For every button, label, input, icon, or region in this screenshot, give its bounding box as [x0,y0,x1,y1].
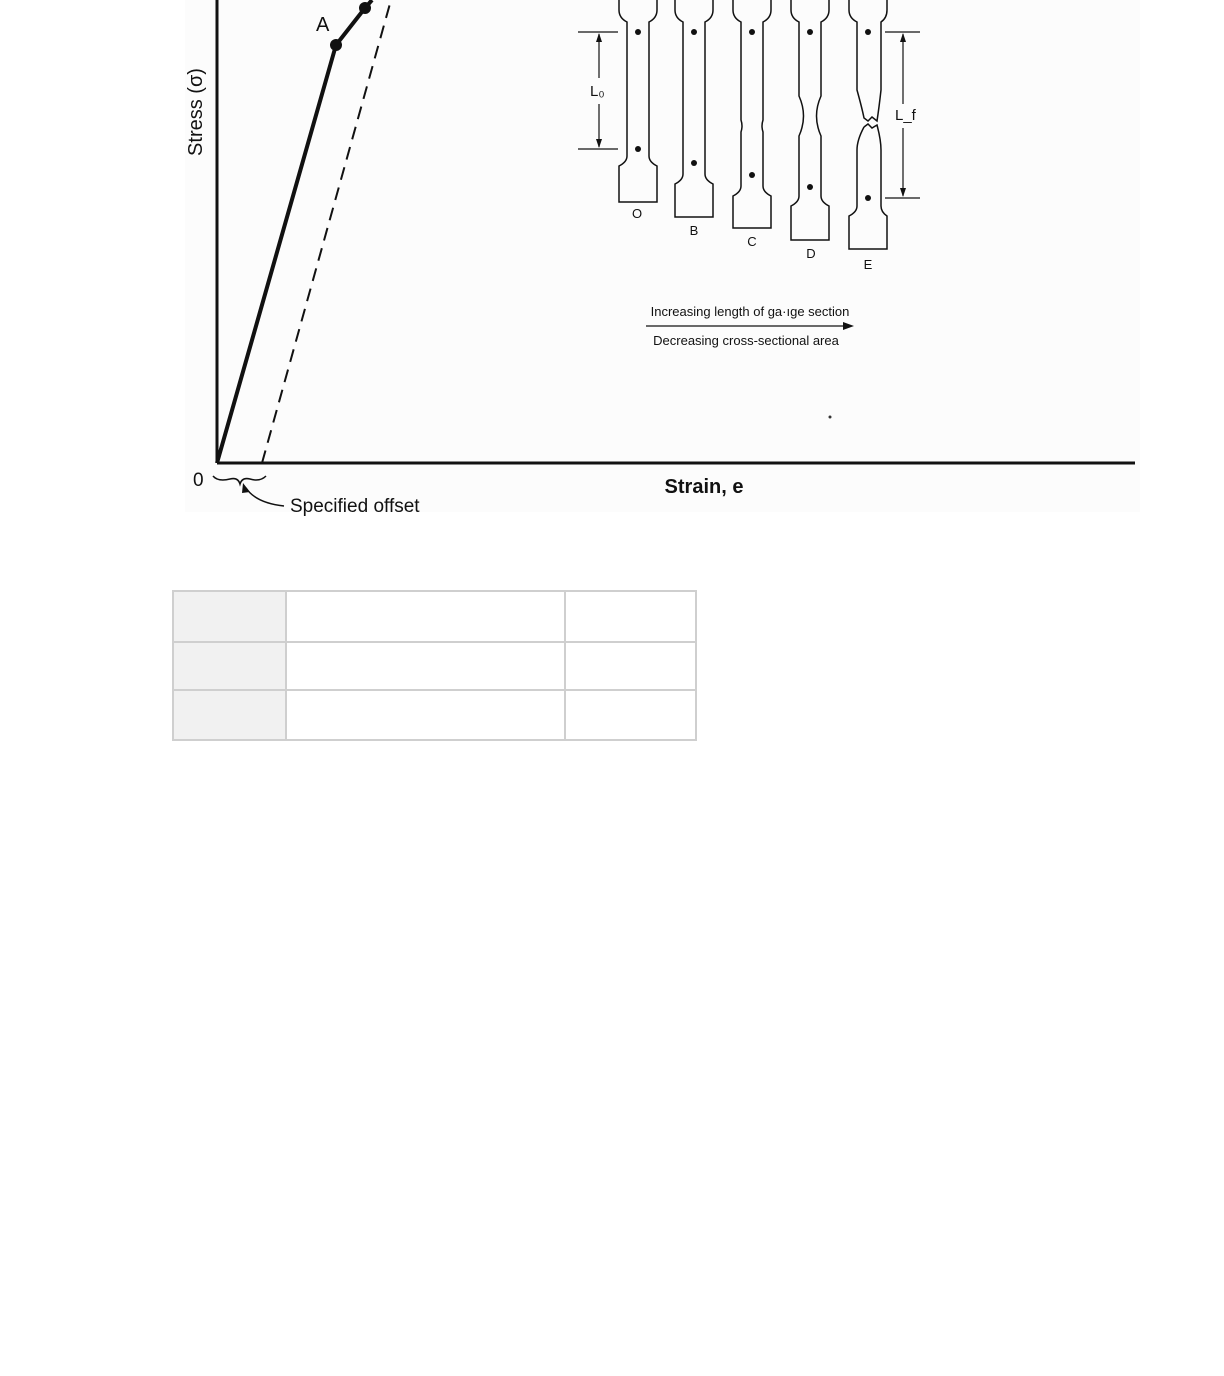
table-cell [173,690,286,740]
gauge-mark [691,160,697,166]
scan-speck [829,416,832,419]
specimen-label-c: C [747,234,757,249]
gauge-initial-label: L₀ [590,83,605,100]
specimen-label-e: E [863,257,873,272]
gauge-mark [865,29,871,35]
stress-strain-figure [0,0,1224,540]
gauge-mark [635,29,641,35]
origin-label: 0 [193,470,204,491]
table-cell [565,591,696,642]
table-cell [565,642,696,690]
gauge-mark [807,184,813,190]
y-axis-label: Stress (σ) [185,68,207,156]
table-cell [173,591,286,642]
specimen-label-b: B [689,223,699,238]
gauge-mark [807,29,813,35]
table-cell [173,642,286,690]
table-cell [286,690,565,740]
gauge-mark [691,29,697,35]
point-a-label: A [316,14,330,36]
arrow-top-caption: Increasing length of ga·ıge section [650,304,850,319]
gauge-mark [635,146,641,152]
gauge-mark [749,29,755,35]
table-row [173,690,696,740]
point-a-marker [330,39,342,51]
table-cell [286,642,565,690]
table-row [173,591,696,642]
specimen-label-d: D [806,246,816,261]
gauge-final-label: L_f [895,107,916,124]
empty-table [172,590,697,741]
table-cell [286,591,565,642]
specimen-label-o: O [631,206,643,221]
table-cell [565,690,696,740]
x-axis-label: Strain, e [664,476,744,498]
gauge-mark [749,172,755,178]
table-row [173,642,696,690]
point-b-marker [359,2,371,14]
arrow-bottom-caption: Decreasing cross-sectional area [653,333,839,348]
offset-label: Specified offset [290,496,420,517]
gauge-mark [865,195,871,201]
